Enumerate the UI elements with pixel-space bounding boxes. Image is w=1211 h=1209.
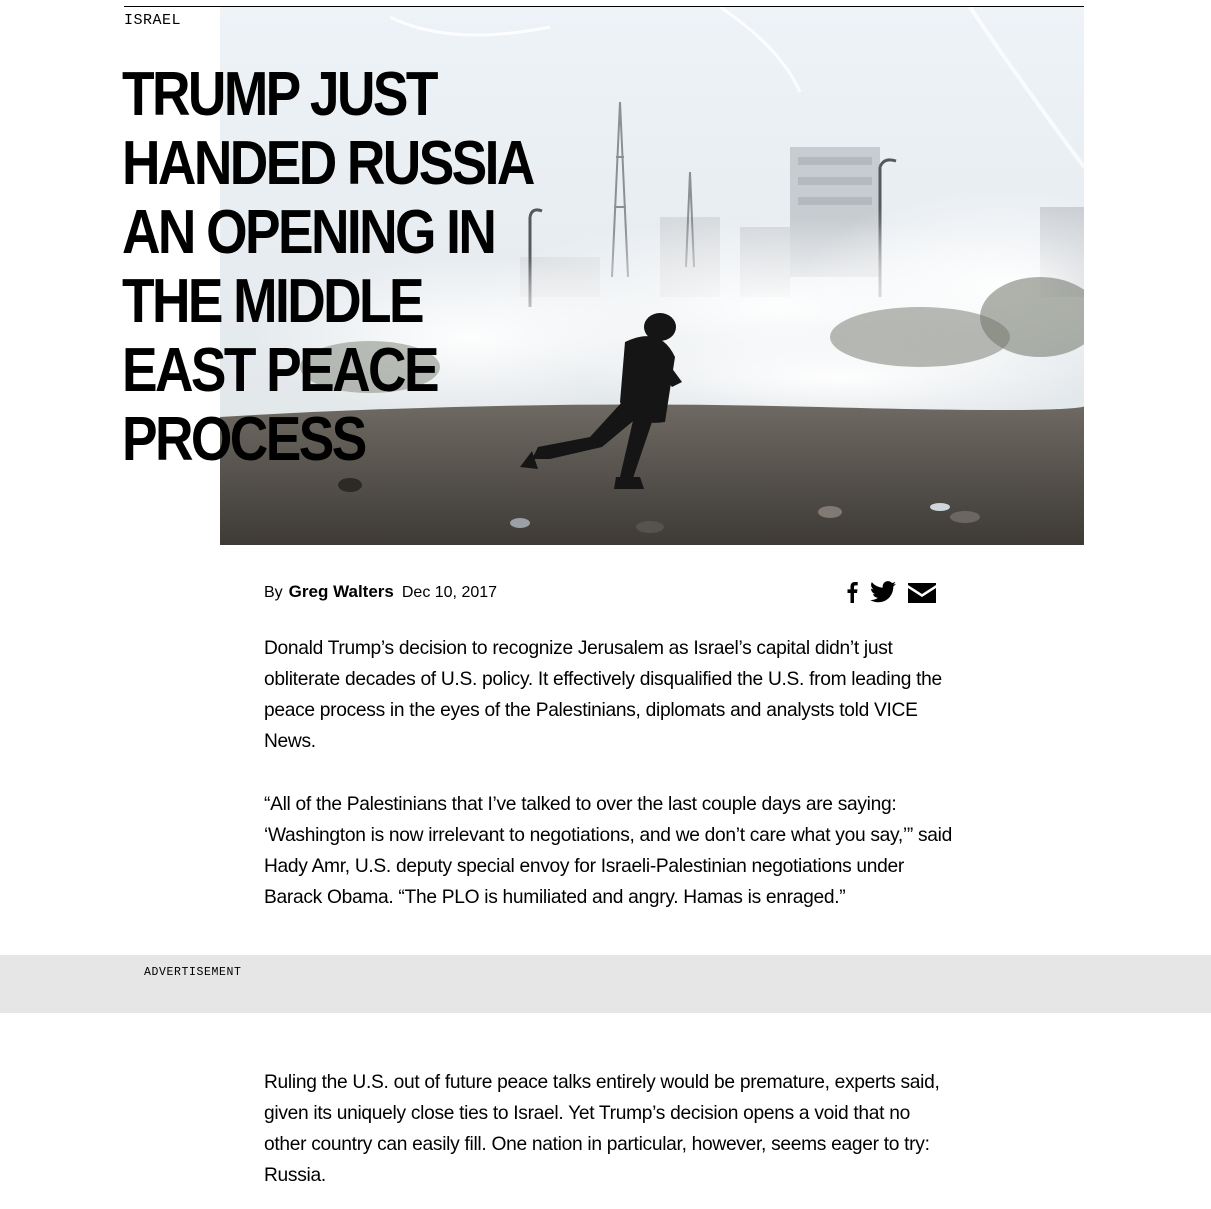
publish-date: Dec 10, 2017: [401, 584, 498, 601]
advertisement-label: ADVERTISEMENT: [144, 966, 242, 979]
article-paragraph: Ruling the U.S. out of future peace talks entirely would be premature, experts said, given its uniquely close ties to Israel. Yet Trump’s decision opens a void that no other country can easily fill. One nation in particular, however, seems eager to try: Russia.: [264, 1072, 940, 1186]
twitter-share-button[interactable]: [870, 581, 896, 608]
share-bar: [846, 581, 936, 608]
article-headline: TRUMP JUST HANDED RUSSIA AN OPENING IN THE MIDDLE EAST PEACE PROCESS: [122, 60, 531, 474]
advertisement-slot: [0, 955, 1211, 1013]
facebook-icon: [846, 581, 858, 603]
byline-prefix: By: [264, 584, 283, 601]
email-icon: [908, 581, 936, 603]
author-link[interactable]: Greg Walters: [288, 582, 394, 601]
facebook-share-button[interactable]: [846, 581, 858, 608]
section-link-israel[interactable]: ISRAEL: [124, 12, 182, 29]
byline: [264, 582, 497, 602]
email-share-button[interactable]: [908, 581, 936, 608]
article-paragraph: “All of the Palestinians that I’ve talked to over the last couple days are saying: ‘Washington is now irrelevant to negotiations, and we don’t care what you say,’” said Hady Amr, U.S. deputy special envoy for Israeli-Palestinian negotiations under Barack Obama. “The PLO is humiliated and angry. Hamas is enraged.”: [264, 794, 953, 908]
article-paragraph: Donald Trump’s decision to recognize Jerusalem as Israel’s capital didn’t just obliterate decades of U.S. policy. It effectively disqualified the U.S. from leading the peace process in the eyes of the Palestinians, diplomats and analysts told VICE News.: [264, 638, 942, 752]
twitter-icon: [870, 581, 896, 603]
